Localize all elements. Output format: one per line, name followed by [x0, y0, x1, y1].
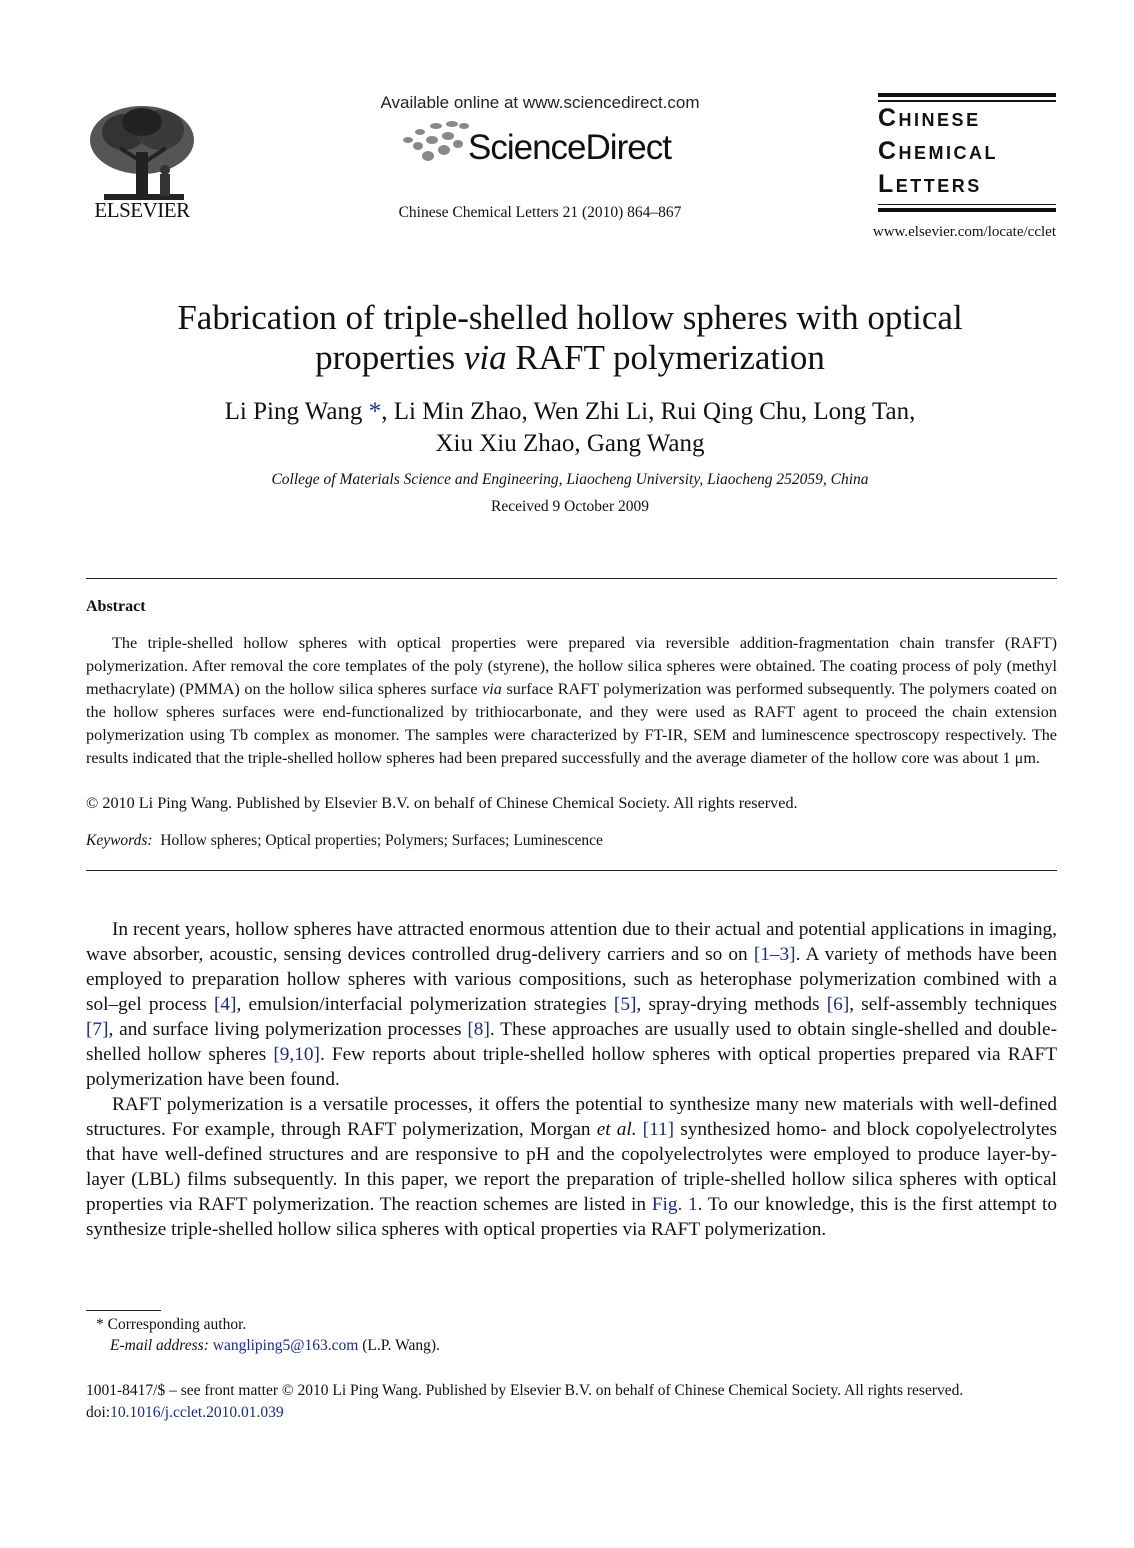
doi-line	[86, 1404, 284, 1422]
available-online-text: Available online at www.sciencedirect.com	[380, 93, 700, 112]
publisher-name: ELSEVIER	[94, 198, 190, 222]
title-text: RAFT polymerization	[506, 338, 825, 377]
title-italic-via: via	[463, 338, 507, 377]
body-text-run: . To our knowledge, this is the first attempt to synthesize triple-shelled hollow silica spheres with optical properties via RAFT polymerization.	[86, 1194, 1057, 1240]
citation-link[interactable]: [6]	[826, 994, 850, 1015]
body-text-run: . Few reports about triple-shelled hollow spheres with optical properties prepared via RAFT polymerization have been found.	[86, 1044, 1057, 1090]
sciencedirect-wordmark: ScienceDirect	[468, 128, 671, 167]
author-list	[60, 396, 1080, 460]
abstract-body	[86, 632, 1057, 770]
title-text: properties	[315, 338, 464, 377]
keywords	[86, 832, 1057, 850]
journal-logo-rule	[878, 208, 1056, 212]
body-text-run: , and surface living polymerization processes	[108, 1019, 468, 1040]
citation-link[interactable]: [7]	[86, 1019, 109, 1040]
body-text-run: . These approaches are usually used to obtain single-shelled and double-shelled hollow spheres	[86, 1019, 1058, 1065]
body-text	[86, 917, 1057, 1242]
footnote-rule	[86, 1310, 161, 1311]
citation-link[interactable]: [5]	[613, 994, 637, 1015]
body-text-run: synthesized homo- and block copolyelectrolytes that have well-defined structures and are responsive to pH and the copolyelectrolytes were employed to produce layer-by-layer (LBL) films subsequently. In this paper, we report the preparation of triple-shelled hollow silica spheres with optical properties via RAFT polymerization. The reaction schemes are listed in	[86, 1119, 1057, 1215]
body-text-run: RAFT polymerization is a versatile processes, it offers the potential to synthesize many new materials with well-defined structures. For example, through RAFT polymerization, Morgan	[86, 1094, 1057, 1140]
citation-link[interactable]: [1–3]	[753, 944, 796, 965]
email-label: E-mail address:	[110, 1337, 209, 1354]
citation-link[interactable]: [11]	[642, 1119, 675, 1140]
author-line	[60, 396, 1080, 428]
email-note	[110, 1337, 440, 1355]
abstract-copyright: © 2010 Li Ping Wang. Published by Elsevier B.V. on behalf of Chinese Chemical Society. All rights reserved.	[86, 794, 798, 812]
doi-label: doi:	[86, 1404, 111, 1421]
divider	[86, 870, 1057, 871]
doi-link[interactable]: 10.1016/j.cclet.2010.01.039	[110, 1404, 284, 1421]
abstract-paragraph	[86, 632, 1057, 770]
citation-link[interactable]: [8]	[467, 1019, 490, 1040]
divider	[86, 578, 1057, 579]
journal-logo-rule	[878, 93, 1056, 97]
author-line: Xiu Xiu Zhao, Gang Wang	[435, 430, 705, 457]
author-names: , Li Min Zhao, Wen Zhi Li, Rui Qing Chu, Long Tan,	[381, 398, 916, 425]
body-paragraph-1	[86, 917, 1057, 1092]
body-text-run: . A variety of methods have been employed to preparation hollow spheres with various compositions, such as heterophase polymerization combined with a sol–gel process	[86, 944, 1057, 1015]
citation-link[interactable]: [9,10]	[273, 1044, 320, 1065]
email-suffix: (L.P. Wang).	[358, 1337, 440, 1354]
figure-link[interactable]: Fig. 1	[651, 1194, 698, 1215]
body-paragraph-2	[86, 1092, 1057, 1242]
journal-logo-word: Letters	[878, 169, 982, 198]
author-name: Li Ping Wang	[224, 398, 363, 425]
journal-logo-rule	[878, 204, 1056, 206]
journal-logo-word: Chemical	[878, 136, 999, 165]
journal-logo-word: Chinese	[878, 103, 981, 132]
abstract-heading: Abstract	[86, 598, 146, 615]
corresponding-author-link[interactable]: *	[362, 398, 382, 425]
corresponding-author-note: * Corresponding author.	[96, 1316, 247, 1333]
title-line: Fabrication of triple-shelled hollow spheres with optical	[177, 298, 963, 337]
citation-link[interactable]: [4]	[213, 994, 237, 1015]
keywords-list: Hollow spheres; Optical properties; Polymers; Surfaces; Luminescence	[160, 832, 603, 849]
body-text-run: , spray-drying methods	[636, 994, 827, 1015]
abstract-italic-via: via	[482, 680, 502, 698]
body-italic-etal: et al.	[596, 1119, 637, 1140]
journal-citation: Chinese Chemical Letters 21 (2010) 864–867	[398, 204, 682, 221]
journal-logo	[878, 93, 1056, 212]
email-link[interactable]: wangliping5@163.com	[212, 1337, 359, 1354]
keywords-label: Keywords:	[86, 832, 153, 849]
title-line	[60, 338, 1080, 378]
body-text-run: , emulsion/interfacial polymerization strategies	[236, 994, 614, 1015]
body-text-run: In recent years, hollow spheres have attracted enormous attention due to their actual and potential applications in imaging, wave absorber, acoustic, sensing devices controlled drug-delivery carriers and so on	[86, 919, 1057, 965]
abstract-text: The triple-shelled hollow spheres with optical properties were prepared via reversible addition-fragmentation chain transfer (RAFT) polymerization. After removal the core templates of the poly (styrene), the hollow silica spheres were obtained. The coating process of poly (methyl methacrylate) (PMMA) on the hollow silica spheres surface	[86, 634, 1057, 698]
received-date: Received 9 October 2009	[491, 498, 649, 515]
issn-copyright-line: 1001-8417/$ – see front matter © 2010 Li Ping Wang. Published by Elsevier B.V. on behalf of Chinese Chemical Society. All rights reserved.	[86, 1382, 964, 1399]
paper-title	[60, 298, 1080, 378]
affiliation: College of Materials Science and Engineering, Liaocheng University, Liaocheng 252059, China	[271, 471, 869, 488]
abstract-text: surface RAFT polymerization was performed subsequently. The polymers coated on the hollow spheres surfaces were end-functionalized by trithiocarbonate, and they were used as RAFT agent to proceed the chain extension polymerization using Tb complex as monomer. The samples were characterized by FT-IR, SEM and luminescence spectroscopy respectively. The results indicated that the triple-shelled hollow spheres had been prepared successfully and the average diameter of the hollow core was about 1 μm.	[86, 680, 1058, 767]
body-text-run: , self-assembly techniques	[849, 994, 1057, 1015]
journal-url: www.elsevier.com/locate/cclet	[872, 224, 1056, 240]
